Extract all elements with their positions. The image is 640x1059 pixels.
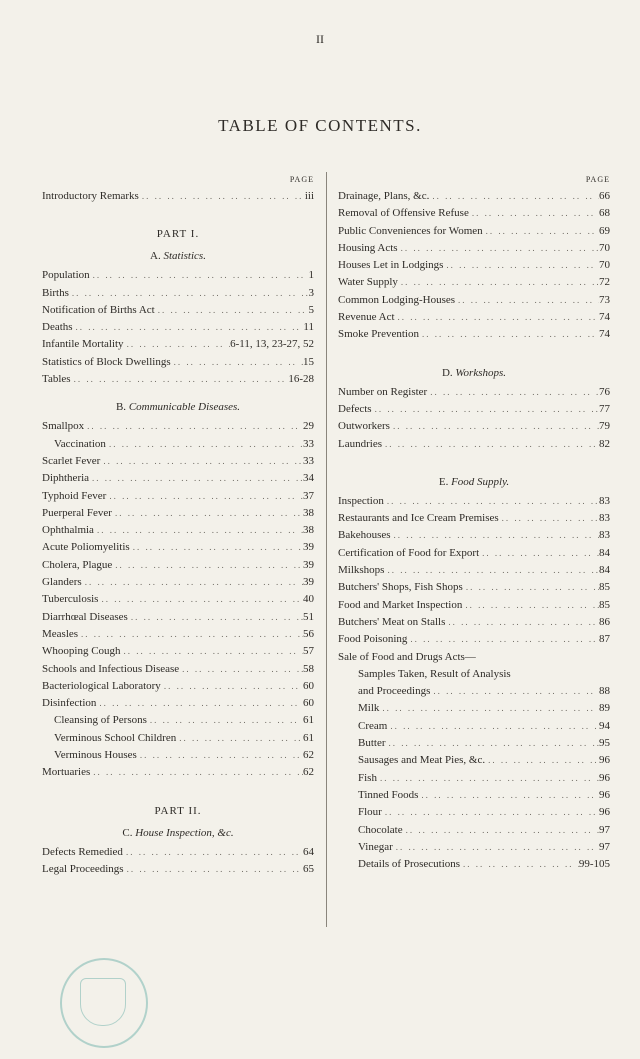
toc-entry xyxy=(42,319,314,336)
leader-dots xyxy=(395,309,599,326)
leader-dots xyxy=(382,436,599,453)
entry-label: Mortuaries xyxy=(42,766,91,779)
leader-dots xyxy=(130,539,303,556)
entry-label: Infantile Mortality xyxy=(42,338,124,351)
entry-page: 56 xyxy=(303,627,314,640)
leader-dots xyxy=(445,614,599,631)
entry-label: Number on Register xyxy=(338,385,428,398)
entry-label: Legal Proceedings xyxy=(42,862,124,875)
leader-dots xyxy=(372,401,599,418)
entry-page: 39 xyxy=(303,576,314,589)
entry-page: 87 xyxy=(599,633,610,646)
entry-page: 61 xyxy=(303,731,314,744)
toc-entry xyxy=(338,205,610,222)
entry-label: Laundries xyxy=(338,437,382,450)
entry-label: Drainage, Plans, &c. xyxy=(338,190,430,202)
toc-entry xyxy=(42,188,314,205)
entry-page: 74 xyxy=(599,328,610,341)
section-title: Food Supply. xyxy=(451,475,510,488)
entry-label: Butter xyxy=(358,737,386,750)
entry-page: 1 xyxy=(308,269,314,282)
toc-entry xyxy=(42,505,314,522)
leader-dots xyxy=(379,700,599,717)
leader-dots xyxy=(90,764,303,781)
leader-dots xyxy=(460,856,579,873)
entry-page: 70 xyxy=(599,259,610,272)
entry-page: 97 xyxy=(599,840,610,853)
section-d-list xyxy=(338,384,610,453)
toc-entry xyxy=(42,661,314,678)
entry-page: 83 xyxy=(599,512,610,525)
section-title: House Inspection, &c. xyxy=(135,826,234,839)
toc-entry xyxy=(42,267,314,284)
entry-label: Cleansing of Persons xyxy=(54,714,147,727)
toc-entry xyxy=(338,510,610,527)
toc-entry xyxy=(338,856,610,873)
leader-dots xyxy=(499,510,599,527)
entry-page: 82 xyxy=(599,437,610,450)
leader-dots xyxy=(94,522,303,539)
leader-dots xyxy=(427,384,599,401)
leader-dots xyxy=(479,545,599,562)
entry-page: 69 xyxy=(599,224,610,237)
entry-label: Milk xyxy=(358,702,380,715)
toc-entry xyxy=(42,764,314,781)
toc-entry xyxy=(338,770,610,787)
entry-label: Disinfection xyxy=(42,697,97,710)
toc-entry xyxy=(338,787,610,804)
toc-entry xyxy=(338,274,610,291)
entry-label: Butchers' Shops, Fish Shops xyxy=(338,581,463,594)
entry-page: 29 xyxy=(303,420,314,433)
entry-label: Cream xyxy=(358,719,388,732)
entry-label: Chocolate xyxy=(358,823,403,836)
leader-dots xyxy=(463,579,599,596)
entry-label: Vinegar xyxy=(358,840,393,853)
entry-page: 38 xyxy=(303,506,314,519)
entry-label: Smallpox xyxy=(42,420,85,433)
toc-entry xyxy=(338,527,610,544)
entry-label: Outworkers xyxy=(338,420,390,433)
leader-dots xyxy=(429,188,599,205)
leader-dots xyxy=(121,643,303,660)
toc-entry xyxy=(42,436,314,453)
entry-page: 70 xyxy=(599,241,610,254)
entry-label: Inspection xyxy=(338,494,384,507)
entry-label: Scarlet Fever xyxy=(42,454,101,467)
leader-dots xyxy=(155,302,309,319)
entry-page: 89 xyxy=(599,702,610,715)
toc-entry xyxy=(42,522,314,539)
entry-page: 88 xyxy=(599,685,610,698)
entry-label: Whooping Cough xyxy=(42,645,121,658)
toc-entry xyxy=(42,626,314,643)
leader-dots xyxy=(84,418,303,435)
entry-label: Glanders xyxy=(42,576,82,589)
leader-dots xyxy=(387,718,599,735)
entry-label: Flour xyxy=(358,806,382,819)
toc-entry xyxy=(338,418,610,435)
entry-page: 38 xyxy=(303,524,314,537)
entry-label: Sausages and Meat Pies, &c. xyxy=(358,754,486,767)
leader-dots xyxy=(418,787,599,804)
entry-label: Fish xyxy=(358,771,377,784)
toc-entry xyxy=(338,292,610,309)
section-title: Workshops. xyxy=(455,366,507,379)
leader-dots xyxy=(139,188,305,205)
entry-label: Diarrhœal Diseases xyxy=(42,610,128,623)
entry-label: Food Poisoning xyxy=(338,633,408,646)
toc-entry xyxy=(338,752,610,769)
library-stamp xyxy=(60,958,148,1048)
entry-page: 96 xyxy=(599,771,610,784)
leader-dots xyxy=(96,695,303,712)
section-b-list xyxy=(42,418,314,781)
toc-entry xyxy=(42,336,314,353)
entry-label: Cholera, Plague xyxy=(42,558,113,571)
toc-entry xyxy=(42,695,314,712)
entry-page: 85 xyxy=(599,581,610,594)
entry-page: 99-105 xyxy=(578,858,610,871)
entry-page: 96 xyxy=(599,754,610,767)
left-column xyxy=(42,172,314,878)
entry-label: Milkshops xyxy=(338,564,385,577)
part-heading: PART II. xyxy=(154,804,202,817)
toc-entry xyxy=(338,545,610,562)
toc-entry xyxy=(42,591,314,608)
page-number: II xyxy=(316,32,324,46)
entry-page: 74 xyxy=(599,311,610,324)
toc-entry xyxy=(338,822,610,839)
toc-entry xyxy=(338,735,610,752)
toc-subheading xyxy=(338,649,610,666)
entry-page: 3 xyxy=(308,286,314,299)
entry-page: 86 xyxy=(599,615,610,628)
entry-page: 84 xyxy=(599,546,610,559)
leader-dots xyxy=(147,712,303,729)
entry-page: 73 xyxy=(599,293,610,306)
entry-label: Sale of Food and Drugs Acts— xyxy=(338,650,476,663)
entry-label: Diphtheria xyxy=(42,472,90,485)
section-letter: D. xyxy=(441,366,453,379)
entry-label: Statistics of Block Dwellings xyxy=(42,355,171,368)
toc-entry xyxy=(42,371,314,388)
toc-entry xyxy=(338,326,610,343)
leader-dots xyxy=(71,371,289,388)
entry-page: 64 xyxy=(303,845,314,858)
toc-entry xyxy=(338,240,610,257)
entry-label: Tuberculosis xyxy=(42,593,99,606)
toc-entry xyxy=(338,309,610,326)
entry-label: Public Conveniences for Women xyxy=(338,224,483,237)
section-c-list xyxy=(42,844,314,879)
leader-dots xyxy=(90,267,309,284)
entry-page: 16-28 xyxy=(288,373,314,386)
entry-label: Restaurants and Ice Cream Premises xyxy=(338,512,499,525)
entry-page: 95 xyxy=(599,737,610,750)
toc-entry xyxy=(42,730,314,747)
leader-dots xyxy=(377,770,599,787)
leader-dots xyxy=(403,822,599,839)
toc-entry xyxy=(42,861,314,878)
entry-label: Housing Acts xyxy=(338,241,398,254)
entry-page: 40 xyxy=(303,593,314,606)
toc-entry xyxy=(338,614,610,631)
toc-entry xyxy=(338,562,610,579)
toc-entry xyxy=(42,418,314,435)
toc-entry xyxy=(338,257,610,274)
entry-label: Tinned Foods xyxy=(358,788,419,801)
entry-page: 83 xyxy=(599,529,610,542)
entry-label: Common Lodging-Houses xyxy=(338,293,456,306)
entry-label: Water Supply xyxy=(338,276,398,289)
entry-label: Population xyxy=(42,269,90,282)
entry-page: 65 xyxy=(303,862,314,875)
entry-page: 33 xyxy=(303,437,314,450)
leader-dots xyxy=(137,747,303,764)
toc-entry xyxy=(338,579,610,596)
toc-entry xyxy=(338,597,610,614)
leader-dots xyxy=(179,661,303,678)
entry-label: Houses Let in Lodgings xyxy=(338,259,444,272)
leader-dots xyxy=(382,804,599,821)
entry-page: 79 xyxy=(599,420,610,433)
entry-label: Bacteriological Laboratory xyxy=(42,679,161,692)
leader-dots xyxy=(124,336,231,353)
entry-page: 72 xyxy=(599,276,610,289)
toc-entry xyxy=(42,354,314,371)
leader-dots xyxy=(112,557,303,574)
entry-page: 61 xyxy=(303,714,314,727)
section-heading xyxy=(42,822,314,844)
leader-dots xyxy=(430,683,599,700)
part-heading: PART I. xyxy=(156,228,200,241)
entry-label: Bakehouses xyxy=(338,529,391,542)
section-heading xyxy=(338,362,610,384)
entry-page: 76 xyxy=(599,385,610,398)
entry-page: 83 xyxy=(599,494,610,507)
leader-dots xyxy=(386,735,600,752)
entry-page: 11 xyxy=(303,321,314,334)
section-letter: C. xyxy=(122,826,133,839)
leader-dots xyxy=(128,609,303,626)
entry-page: 85 xyxy=(599,598,610,611)
toc-entry xyxy=(338,804,610,821)
entry-page: 97 xyxy=(599,823,610,836)
leader-dots xyxy=(161,678,303,695)
leader-dots xyxy=(443,257,599,274)
toc-entry xyxy=(338,493,610,510)
toc-entry xyxy=(42,557,314,574)
leader-dots xyxy=(100,453,303,470)
entry-page: 60 xyxy=(303,679,314,692)
toc-entry xyxy=(42,609,314,626)
leader-dots xyxy=(106,436,303,453)
entry-page: 96 xyxy=(599,788,610,801)
leader-dots xyxy=(123,844,303,861)
toc-entry xyxy=(338,188,610,205)
toc-entry xyxy=(338,631,610,648)
toc-entry xyxy=(42,844,314,861)
entry-label: Defects Remedied xyxy=(42,845,123,858)
entry-page: 58 xyxy=(303,662,314,675)
toc-entry xyxy=(42,712,314,729)
entry-page: 77 xyxy=(599,402,610,415)
leader-dots xyxy=(462,597,599,614)
entry-label: Revenue Act xyxy=(338,311,395,324)
leader-dots xyxy=(483,223,599,240)
toc-entry xyxy=(42,678,314,695)
entry-page: 51 xyxy=(303,610,314,623)
section-e-list xyxy=(338,493,610,649)
leader-dots xyxy=(398,274,599,291)
leader-dots xyxy=(398,240,599,257)
entry-page: 39 xyxy=(303,541,314,554)
entry-page: 68 xyxy=(599,207,610,220)
entry-label: Samples Taken, Result of Analysis xyxy=(358,667,511,680)
leader-dots xyxy=(106,488,303,505)
toc-entry xyxy=(338,401,610,418)
entry-page: 84 xyxy=(599,564,610,577)
entry-label: Acute Poliomyelitis xyxy=(42,541,130,554)
leader-dots xyxy=(78,626,303,643)
entry-label: Puerperal Fever xyxy=(42,506,112,519)
leader-dots xyxy=(384,493,599,510)
section-title: Statistics. xyxy=(163,250,206,263)
entry-label: Details of Prosecutions xyxy=(358,858,461,871)
toc-entry xyxy=(338,384,610,401)
leader-dots xyxy=(73,319,304,336)
entry-page: 96 xyxy=(599,806,610,819)
entry-label: Deaths xyxy=(42,321,73,334)
page-title: TABLE OF CONTENTS. xyxy=(218,116,422,135)
leader-dots xyxy=(419,326,599,343)
leader-dots xyxy=(69,285,309,302)
entry-page: 37 xyxy=(303,489,314,502)
entry-page: 62 xyxy=(303,766,314,779)
leader-dots xyxy=(171,354,303,371)
section-heading xyxy=(338,471,610,493)
entry-label: Smoke Prevention xyxy=(338,328,419,341)
toc-entry xyxy=(42,285,314,302)
page-column-header: PAGE xyxy=(289,175,314,184)
section-heading xyxy=(42,396,314,418)
toc-entry xyxy=(42,747,314,764)
entry-page: 57 xyxy=(303,645,314,658)
entry-label: Notification of Births Act xyxy=(42,303,155,316)
toc-entry xyxy=(42,574,314,591)
toc-entry xyxy=(42,643,314,660)
leader-dots xyxy=(455,292,599,309)
entry-page: 66 xyxy=(599,190,610,202)
leader-dots xyxy=(407,631,599,648)
toc-entry xyxy=(42,488,314,505)
toc-entry xyxy=(42,470,314,487)
entry-label: Introductory Remarks xyxy=(42,190,139,202)
section-c-continued-list xyxy=(338,188,610,344)
leader-dots xyxy=(390,418,599,435)
toc-entry xyxy=(42,302,314,319)
entry-page: 62 xyxy=(303,749,314,762)
entry-label: Tables xyxy=(42,373,71,386)
entry-label: Food and Market Inspection xyxy=(338,598,463,611)
entry-label: Verminous Houses xyxy=(54,749,137,762)
entry-label: Births xyxy=(42,286,69,299)
toc-entry xyxy=(338,700,610,717)
entry-page: 60 xyxy=(303,697,314,710)
section-letter: E. xyxy=(438,475,449,488)
toc-entry xyxy=(338,839,610,856)
entry-label: Typhoid Fever xyxy=(42,489,107,502)
toc-entry xyxy=(338,718,610,735)
leader-dots xyxy=(393,839,599,856)
entry-label: Measles xyxy=(42,627,79,640)
toc-entry xyxy=(338,436,610,453)
leader-dots xyxy=(124,861,303,878)
entry-page: 6-11, 13, 23-27, 52 xyxy=(230,338,314,351)
leader-dots xyxy=(384,562,599,579)
leader-dots xyxy=(112,505,303,522)
section-heading xyxy=(42,245,314,267)
entry-page: 15 xyxy=(303,355,314,368)
entry-label: Schools and Infectious Disease xyxy=(42,662,180,675)
entry-label: Butchers' Meat on Stalls xyxy=(338,615,446,628)
entry-label: Verminous School Children xyxy=(54,731,177,744)
page-column-header: PAGE xyxy=(585,175,610,184)
leader-dots xyxy=(176,730,303,747)
leader-dots xyxy=(82,574,303,591)
section-letter: A. xyxy=(150,250,161,263)
entry-page: 5 xyxy=(308,303,314,316)
entry-label: Ophthalmia xyxy=(42,524,94,537)
entry-page: 39 xyxy=(303,558,314,571)
column-divider xyxy=(326,172,327,927)
entry-label: Vaccination xyxy=(54,437,106,450)
leader-dots xyxy=(89,470,303,487)
entry-page: 94 xyxy=(599,719,610,732)
entry-page: 33 xyxy=(303,454,314,467)
entry-label: Removal of Offensive Refuse xyxy=(338,207,469,220)
right-column xyxy=(338,172,610,873)
entry-page: iii xyxy=(304,190,314,202)
sale-of-food-list xyxy=(338,683,610,873)
toc-entry xyxy=(42,453,314,470)
toc-entry xyxy=(338,223,610,240)
entry-label: Defects xyxy=(338,402,372,415)
leader-dots xyxy=(98,591,303,608)
leader-dots xyxy=(391,527,599,544)
entry-label: and Proceedings xyxy=(358,685,431,698)
toc-subheading xyxy=(338,666,610,683)
section-a-list xyxy=(42,267,314,388)
entry-label: Certification of Food for Export xyxy=(338,546,480,559)
leader-dots xyxy=(485,752,599,769)
section-letter: B. xyxy=(115,401,127,414)
leader-dots xyxy=(469,205,599,222)
entry-page: 34 xyxy=(303,472,314,485)
section-title: Communicable Diseases. xyxy=(128,401,241,414)
toc-entry xyxy=(42,539,314,556)
toc-entry xyxy=(338,683,610,700)
